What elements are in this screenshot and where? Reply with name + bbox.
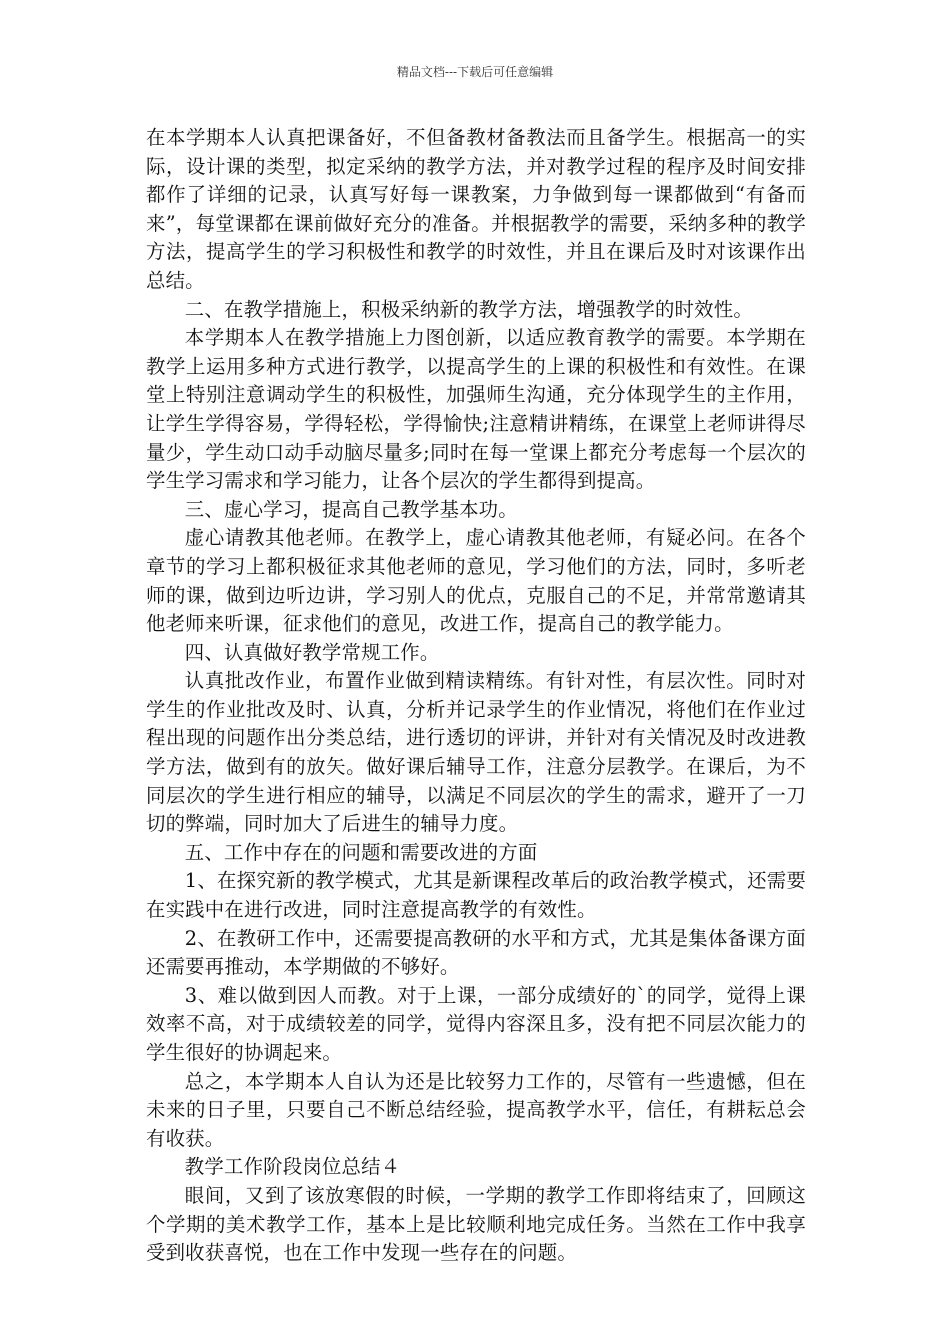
section-heading-teaching-measures: 二、在教学措施上，积极采纳新的教学方法，增强教学的时效性。	[184, 297, 753, 321]
document-body	[146, 124, 806, 1268]
article-title-4: 教学工作阶段岗位总结４	[184, 1155, 401, 1179]
list-item-problem-2: 2、在教研工作中，还需要提高教研的水平和方式，尤其是集体备课方面还需要再推动，本学期做的不够好。	[146, 926, 806, 979]
page-header: 精品文档---下载后可任意编辑	[396, 65, 554, 79]
list-item-problem-3: 3、难以做到因人而教。对于上课，一部分成绩好的`的同学，觉得上课效率不高，对于成绩较差的同学，觉得内容深且多，没有把不同层次能力的学生很好的协调起来。	[146, 983, 806, 1064]
paragraph-conclusion: 总之，本学期本人自认为还是比较努力工作的，尽管有一些遗憾，但在未来的日子里，只要自己不断总结经验，提高教学水平，信任，有耕耘总会有收获。	[146, 1069, 806, 1150]
paragraph-article-4-intro: 眼间，又到了该放寒假的时候，一学期的教学工作即将结束了，回顾这个学期的美术教学工作，基本上是比较顺利地完成任务。当然在工作中我享受到收获喜悦，也在工作中发现一些存在的问题。	[146, 1183, 806, 1265]
section-heading-learning: 三、虚心学习，提高自己教学基本功。	[184, 497, 518, 521]
paragraph-preparation: 在本学期本人认真把课备好，不但备教材备教法而且备学生。根据高一的实际，设计课的类型，拟定采纳的教学方法，并对教学过程的程序及时间安排都作了详细的记录，认真写好每一课教案，力争做到每一课都做到“有备而来”，每堂课都在课前做好充分的准备。并根据教学的需要，采纳多种的教学方法，提高学生的学习积极性和教学的时效性，并且在课后及时对该课作出总结。	[146, 126, 806, 292]
paragraph-learning: 虚心请教其他老师。在教学上，虚心请教其他老师，有疑必问。在各个章节的学习上都积极征求其他老师的意见，学习他们的方法，同时，多听老师的课，做到边听边讲，学习别人的优点，克服自己的不足，并常常邀请其他老师来听课，征求他们的意见，改进工作，提高自己的教学能力。	[146, 526, 806, 636]
list-item-problem-1: 1、在探究新的教学模式，尤其是新课程改革后的政治教学模式，还需要在实践中在进行改进，同时注意提高教学的有效性。	[146, 869, 806, 922]
section-heading-routine-work: 四、认真做好教学常规工作。	[184, 640, 440, 664]
paragraph-routine-work: 认真批改作业，布置作业做到精读精练。有针对性，有层次性。同时对学生的作业批改及时、认真，分析并记录学生的作业情况，将他们在作业过程出现的问题作出分类总结，进行透切的评讲，并针对有关情况及时改进教学方法，做到有的放矢。做好课后辅导工作，注意分层教学。在课后，为不同层次的学生进行相应的辅导，以满足不同层次的学生的需求，避开了一刀切的弊端，同时加大了后进生的辅导力度。	[146, 669, 806, 836]
paragraph-teaching-measures: 本学期本人在教学措施上力图创新，以适应教育教学的需要。本学期在教学上运用多种方式进行教学，以提高学生的上课的积极性和有效性。在课堂上特别注意调动学生的积极性，加强师生沟通，充分体现学生的主作用，让学生学得容易，学得轻松，学得愉快;注意精讲精练，在课堂上老师讲得尽量少，学生动口动手动脑尽量多;同时在每一堂课上都充分考虑每一个层次的学生学习需求和学习能力，让各个层次的学生都得到提高。	[146, 326, 806, 493]
section-heading-problems: 五、工作中存在的问题和需要改进的方面	[184, 840, 538, 864]
